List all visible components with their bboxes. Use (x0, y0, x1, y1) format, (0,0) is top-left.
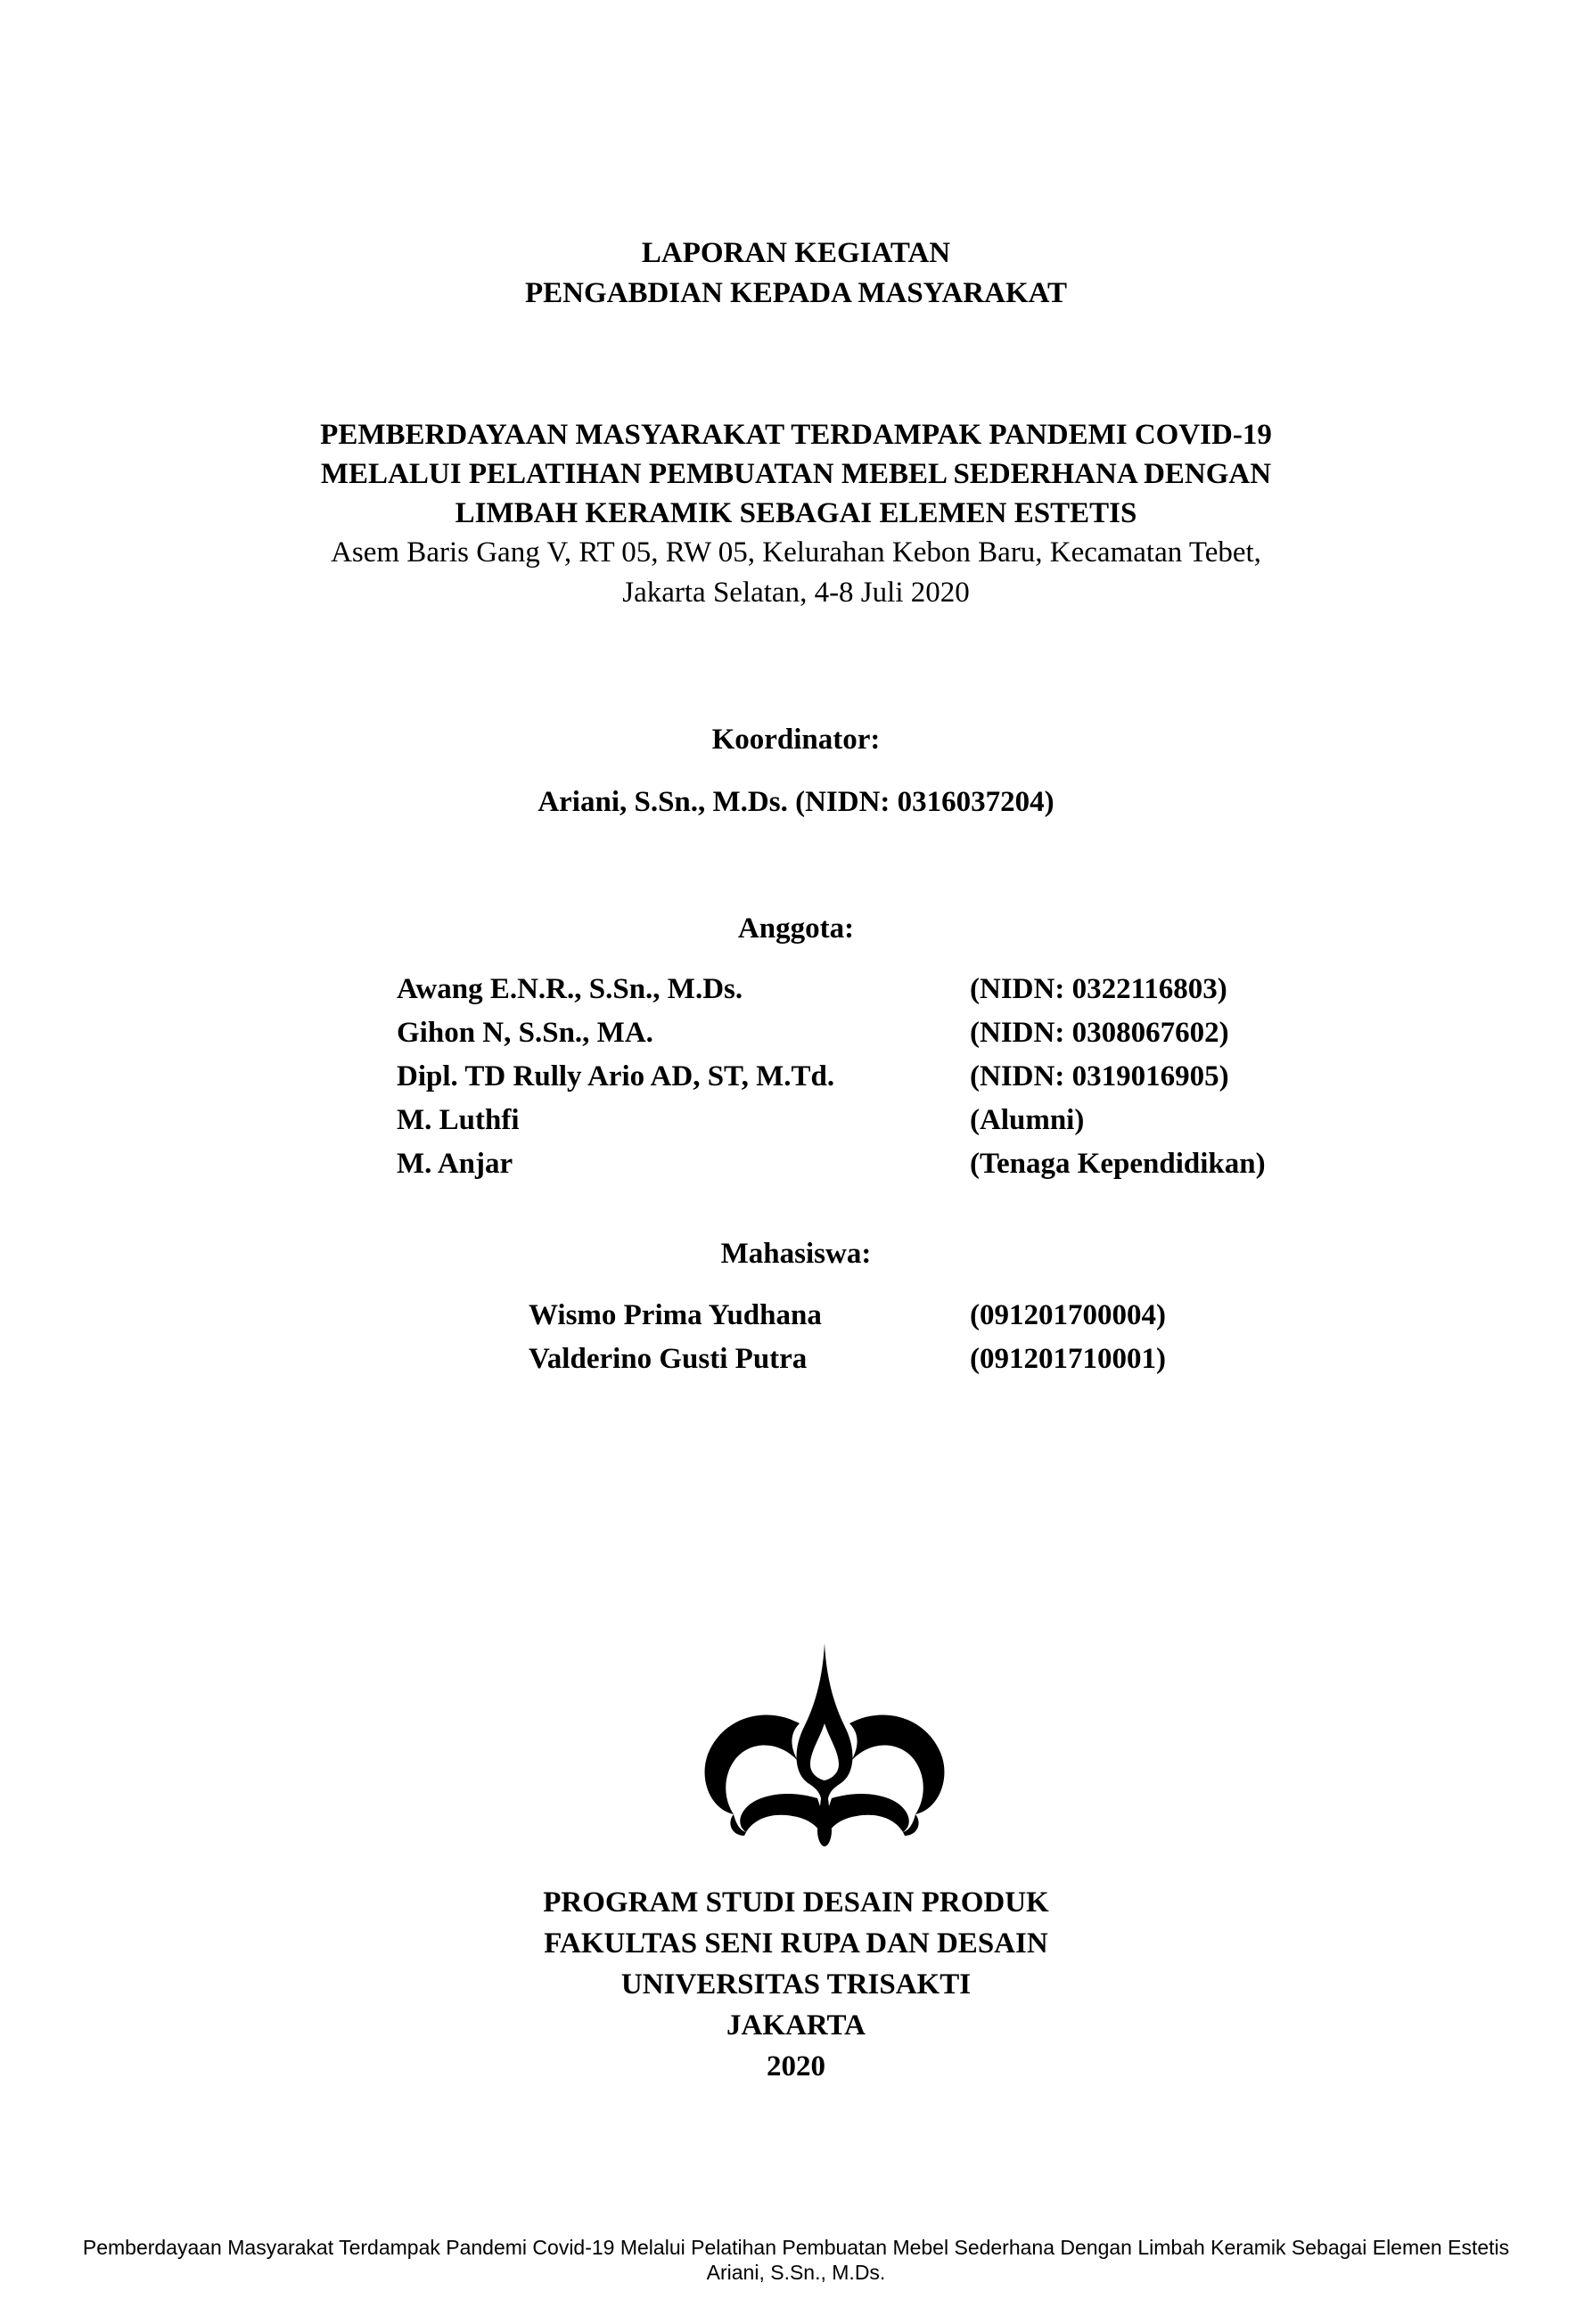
title-line-1: PEMBERDAYAAN MASYARAKAT TERDAMPAK PANDEMI COVID-19 (320, 419, 1272, 451)
member-name: M. Anjar (397, 1148, 513, 1180)
location-date (0, 533, 1592, 613)
students-label: Mahasiswa: (720, 1238, 872, 1270)
footer-title: Pemberdayaan Masyarakat Terdampak Pandemi Covid-19 Melalui Pelatihan Pembuatan Mebel Sederhana Dengan Limbah Keramik Sebagai Elemen Estetis (82, 2236, 1510, 2259)
report-type: LAPORAN KEGIATAN (641, 237, 951, 269)
city: JAKARTA (726, 2009, 866, 2042)
member-id: (Alumni) (970, 1104, 1085, 1136)
member-name: Awang E.N.R., S.Sn., M.Ds. (397, 973, 743, 1005)
report-title (0, 415, 1592, 533)
institution-block (0, 1882, 1592, 2087)
location-line-2: Jakarta Selatan, 4-8 Juli 2020 (622, 577, 970, 609)
member-name: Gihon N, S.Sn., MA. (397, 1017, 653, 1049)
university: UNIVERSITAS TRISAKTI (620, 1968, 972, 2001)
student-name: Valderino Gusti Putra (529, 1343, 808, 1375)
location-line-1: Asem Baris Gang V, RT 05, RW 05, Kelurahan Kebon Baru, Kecamatan Tebet, (331, 536, 1261, 569)
member-name: M. Luthfi (397, 1104, 520, 1136)
member-id: (NIDN: 0308067602) (970, 1017, 1229, 1049)
faculty: FAKULTAS SENI RUPA DAN DESAIN (544, 1927, 1048, 1960)
members-label: Anggota: (737, 912, 855, 945)
university-emblem-icon (700, 1641, 949, 1848)
member-id: (NIDN: 0319016905) (970, 1060, 1229, 1092)
study-program: PROGRAM STUDI DESAIN PRODUK (543, 1886, 1049, 1919)
member-id: (NIDN: 0322116803) (970, 973, 1227, 1005)
student-id: (091201700004) (970, 1299, 1166, 1331)
footer-author: Ariani, S.Sn., M.Ds. (706, 2261, 886, 2284)
coordinator-name: Ariani, S.Sn., M.Ds. (NIDN: 0316037204) (538, 786, 1054, 818)
year: 2020 (767, 2050, 825, 2083)
title-line-3: LIMBAH KERAMIK SEBAGAI ELEMEN ESTETIS (455, 497, 1137, 529)
title-line-2: MELALUI PELATIHAN PEMBUATAN MEBEL SEDERHANA DENGAN (320, 458, 1272, 490)
member-id: (Tenaga Kependidikan) (970, 1148, 1266, 1180)
report-category: PENGABDIAN KEPADA MASYARAKAT (524, 277, 1068, 309)
page-footer (0, 2235, 1592, 2285)
student-id: (091201710001) (970, 1343, 1166, 1375)
report-header (0, 233, 1592, 314)
student-name: Wismo Prima Yudhana (529, 1299, 822, 1331)
member-name: Dipl. TD Rully Ario AD, ST, M.Td. (397, 1060, 835, 1092)
coordinator-label: Koordinator: (711, 724, 881, 756)
